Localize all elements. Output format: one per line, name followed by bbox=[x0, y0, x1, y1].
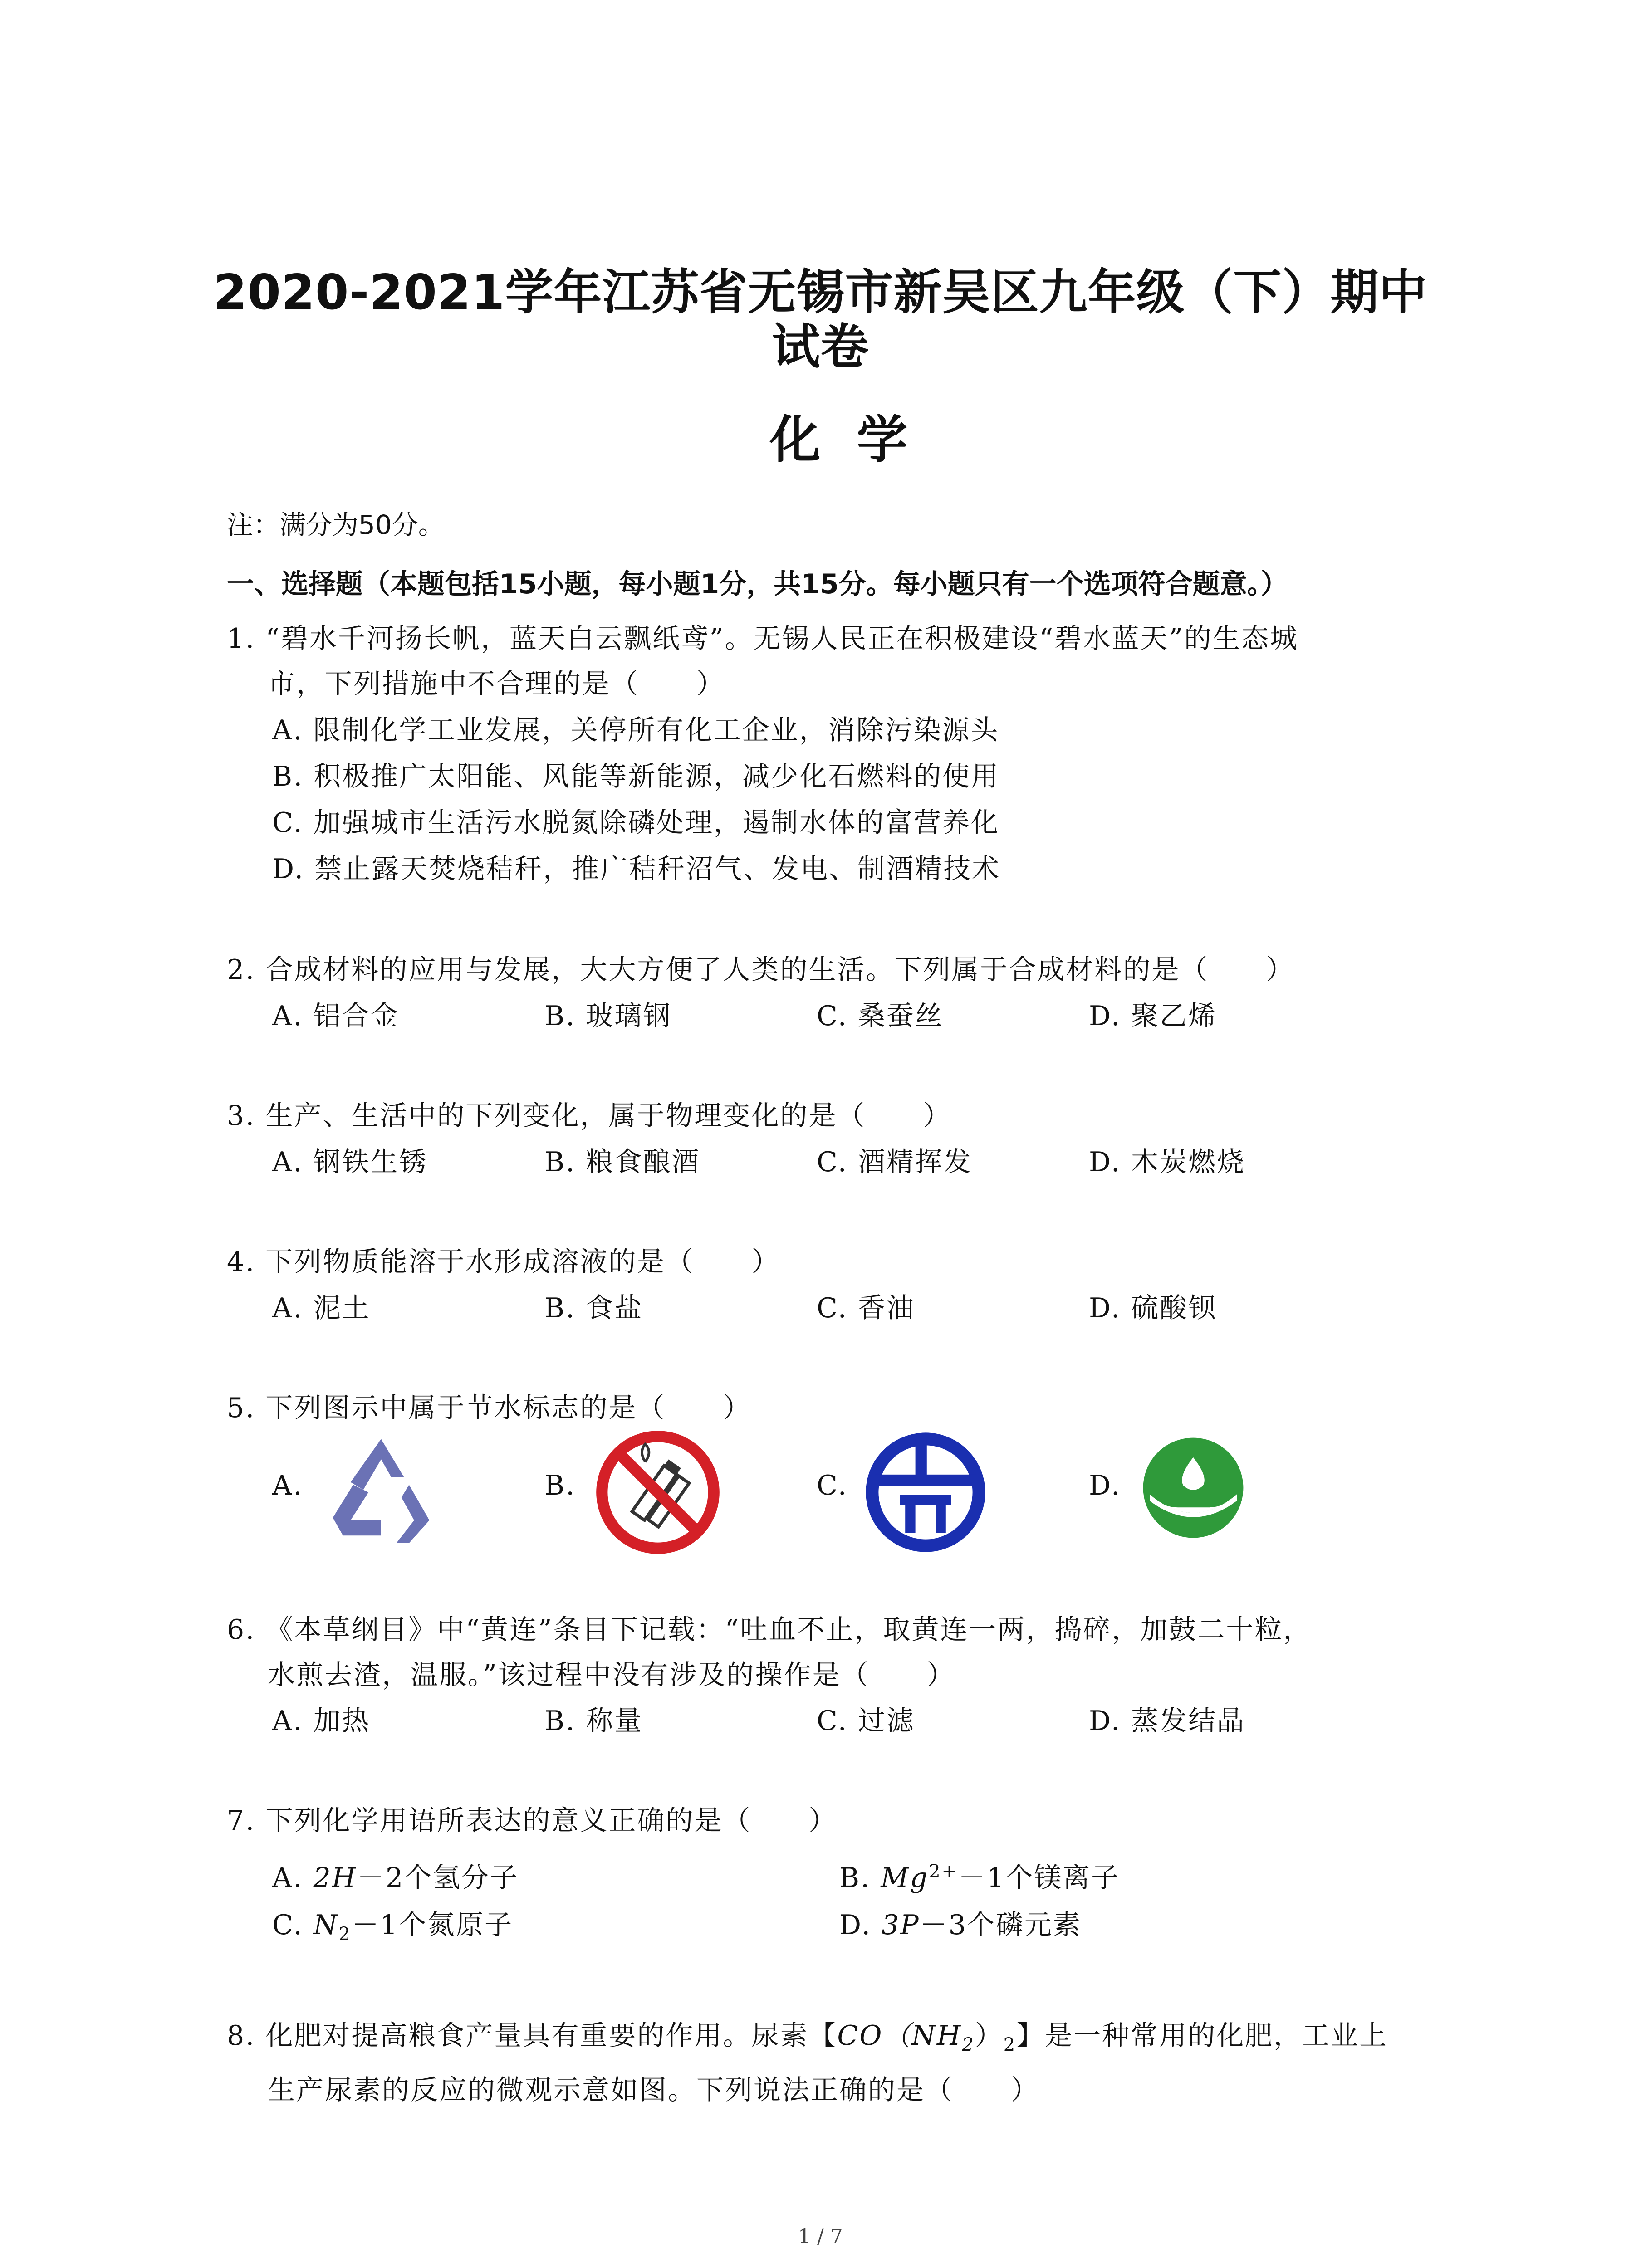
question-2-option-d: D. 聚乙烯 bbox=[1089, 1000, 1217, 1032]
page-title-line1: 2020-2021学年江苏省无锡市新吴区九年级（下）期中 bbox=[213, 264, 1428, 320]
question-5-option-b-label: B. bbox=[544, 1470, 576, 1501]
question-1-stem-line2: 市，下列措施中不合理的是（ ） bbox=[268, 668, 725, 700]
question-8-text-a: 8. 化肥对提高粮食产量具有重要的作用。尿素【 bbox=[227, 2020, 838, 2052]
question-8-text-b: 】是一种常用的化肥，工业上 bbox=[1016, 2020, 1388, 2052]
score-note: 注：满分为50分。 bbox=[227, 509, 445, 540]
question-3-stem: 3. 生产、生活中的下列变化，属于物理变化的是（ ） bbox=[227, 1100, 952, 1132]
recycle-icon bbox=[318, 1429, 445, 1556]
question-6-option-b: B. 称量 bbox=[544, 1705, 643, 1737]
question-1-option-d: D. 禁止露天焚烧秸秆，推广秸秆沼气、发电、制酒精技术 bbox=[272, 853, 1001, 885]
option-c-text: －1个氮原子 bbox=[351, 1909, 514, 1941]
option-b-text: －1个镁离子 bbox=[958, 1862, 1120, 1894]
question-5-option-c-label: C. bbox=[817, 1470, 848, 1501]
question-2-option-a: A. 铝合金 bbox=[272, 1000, 399, 1032]
question-4-option-c: C. 香油 bbox=[817, 1292, 915, 1324]
question-8-stem-line1 bbox=[227, 2014, 1388, 2055]
urea-close-paren: ） bbox=[975, 2020, 1004, 2052]
question-2-option-b: B. 玻璃钢 bbox=[544, 1000, 672, 1032]
question-4-option-d: D. 硫酸钡 bbox=[1089, 1292, 1217, 1324]
question-6-option-d: D. 蒸发结晶 bbox=[1089, 1705, 1246, 1737]
urea-subscript-2: 2 bbox=[1003, 2034, 1017, 2055]
question-6-option-a: A. 加热 bbox=[272, 1705, 371, 1737]
question-1-stem-line1: 1. “碧水千河扬长帆，蓝天白云飘纸鸢”。无锡人民正在积极建设“碧水蓝天”的生态城 bbox=[227, 623, 1299, 655]
option-d-symbol: 3P bbox=[882, 1909, 920, 1941]
option-a-label: A. bbox=[272, 1862, 304, 1894]
page-number: 1 / 7 bbox=[798, 2225, 843, 2248]
question-3-option-d: D. 木炭燃烧 bbox=[1089, 1146, 1246, 1178]
water-drop-green-icon bbox=[1139, 1433, 1248, 1542]
question-1-option-a: A. 限制化学工业发展，关停所有化工企业，消除污染源头 bbox=[272, 714, 999, 746]
question-4-stem: 4. 下列物质能溶于水形成溶液的是（ ） bbox=[227, 1246, 780, 1278]
question-7-option-b bbox=[839, 1856, 1120, 1895]
question-3-option-c: C. 酒精挥发 bbox=[817, 1146, 972, 1178]
option-a-symbol: 2H bbox=[313, 1862, 357, 1894]
question-6-option-c: C. 过滤 bbox=[817, 1705, 915, 1737]
urea-formula: CO（NH bbox=[837, 2020, 962, 2052]
question-6-stem-line1: 6. 《本草纲目》中“黄连”条目下记载：“吐血不止，取黄连一两，捣碎，加鼓二十粒， bbox=[227, 1614, 1312, 1646]
subject-title: 化学 bbox=[769, 411, 944, 469]
question-7-option-c bbox=[272, 1903, 513, 1945]
question-5-stem: 5. 下列图示中属于节水标志的是（ ） bbox=[227, 1392, 752, 1424]
question-7-option-d bbox=[839, 1903, 1082, 1942]
option-b-symbol: Mg bbox=[881, 1862, 929, 1894]
urea-subscript-1: 2 bbox=[962, 2034, 975, 2055]
option-b-superscript: 2+ bbox=[929, 1861, 959, 1882]
option-a-text: －2个氢分子 bbox=[357, 1862, 519, 1894]
question-1-option-b: B. 积极推广太阳能、风能等新能源，减少化石燃料的使用 bbox=[272, 761, 1000, 792]
option-c-label: C. bbox=[272, 1909, 304, 1941]
question-4-option-a: A. 泥土 bbox=[272, 1292, 371, 1324]
option-c-symbol: N bbox=[313, 1909, 339, 1941]
option-d-text: －3个磷元素 bbox=[920, 1909, 1082, 1941]
option-c-subscript: 2 bbox=[338, 1924, 352, 1945]
option-b-label: B. bbox=[839, 1862, 871, 1894]
question-8-stem-line2: 生产尿素的反应的微观示意如图。下列说法正确的是（ ） bbox=[268, 2074, 1039, 2106]
question-3-option-b: B. 粮食酿酒 bbox=[544, 1146, 700, 1178]
question-7-stem: 7. 下列化学用语所表达的意义正确的是（ ） bbox=[227, 1805, 838, 1837]
question-6-stem-line2: 水煎去渣，温服。”该过程中没有涉及的操作是（ ） bbox=[268, 1659, 955, 1691]
question-2-option-c: C. 桑蚕丝 bbox=[817, 1000, 944, 1032]
question-5-option-d-label: D. bbox=[1089, 1470, 1122, 1501]
section-heading-choice: 一、选择题（本题包括15小题，每小题1分，共15分。每小题只有一个选项符合题意。） bbox=[227, 568, 1288, 600]
option-d-label: D. bbox=[839, 1909, 872, 1941]
question-7-option-a bbox=[272, 1856, 519, 1895]
water-saving-blue-icon bbox=[862, 1429, 989, 1556]
question-2-stem: 2. 合成材料的应用与发展，大大方便了人类的生活。下列属于合成材料的是（ ） bbox=[227, 954, 1295, 986]
question-3-option-a: A. 钢铁生锈 bbox=[272, 1146, 428, 1178]
no-smoking-icon bbox=[594, 1429, 721, 1556]
question-4-option-b: B. 食盐 bbox=[544, 1292, 643, 1324]
question-1-option-c: C. 加强城市生活污水脱氮除磷处理，遏制水体的富营养化 bbox=[272, 807, 999, 839]
page-title-line2: 试卷 bbox=[772, 319, 869, 375]
question-5-option-a-label: A. bbox=[272, 1470, 304, 1501]
